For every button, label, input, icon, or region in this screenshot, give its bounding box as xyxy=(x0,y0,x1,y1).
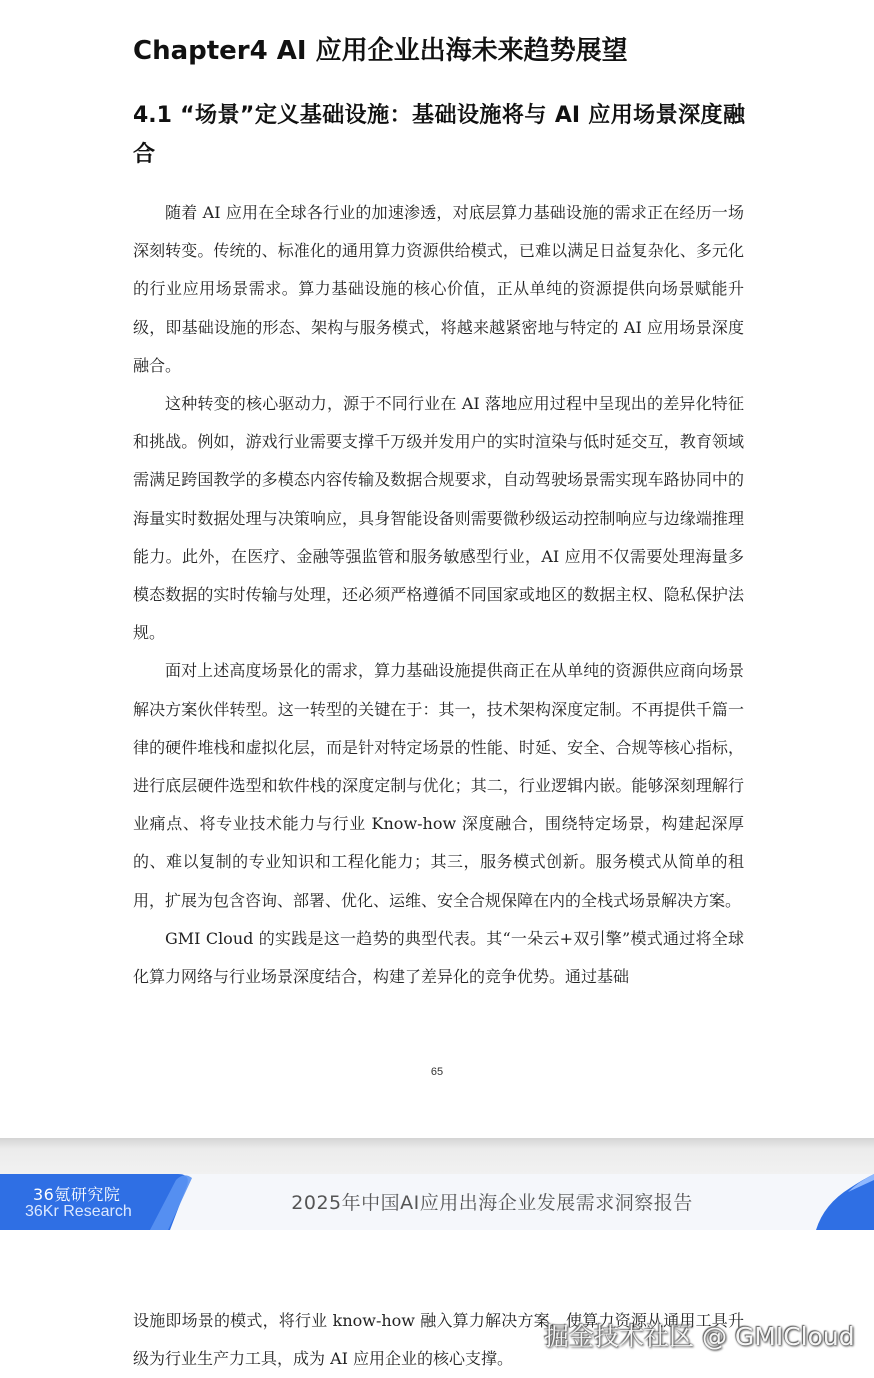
page-separator xyxy=(0,1138,874,1174)
body-text xyxy=(133,194,744,996)
paragraph-2: 这种转变的核心驱动力，源于不同行业在 AI 落地应用过程中呈现出的差异化特征和挑战。例如，游戏行业需要支撑千万级并发用户的实时渲染与低时延交互，教育领域需满足跨国教学的多模态内容传输及数据合规要求，自动驾驶场景需实现车路协同中的海量实时数据处理与决策响应，具身智能设备则需要微秒级运动控制响应与边缘端推理能力。此外，在医疗、金融等强监管和服务敏感型行业，AI 应用不仅需要处理海量多模态数据的实时传输与处理，还必须严格遵循不同国家或地区的数据主权、隐私保护法规。 xyxy=(133,394,744,643)
watermark-text: 掘金技术社区 @ GMICloud xyxy=(544,1322,855,1351)
page-number: 65 xyxy=(430,1066,444,1078)
report-title: 2025年中国AI应用出海企业发展需求洞察报告 xyxy=(291,1192,693,1214)
chapter-title: Chapter4 AI 应用企业出海未来趋势展望 xyxy=(133,36,628,66)
report-header-banner xyxy=(0,1174,874,1230)
paragraph-1: 随着 AI 应用在全球各行业的加速渗透，对底层算力基础设施的需求正在经历一场深刻转变。传统的、标准化的通用算力资源供给模式，已难以满足日益复杂化、多元化的行业应用场景需求。算力基础设施的核心价值，正从单纯的资源提供向场景赋能升级，即基础设施的形态、架构与服务模式，将越来越紧密地与特定的 AI 应用场景深度融合。 xyxy=(133,203,744,375)
paragraph-continued: 设施即场景的模式，将行业 know-how 融入算力解决方案，使算力资源从通用工具升级为行业生产力工具，成为 AI 应用企业的核心支撑。 xyxy=(133,1311,744,1369)
paragraph-4: GMI Cloud 的实践是这一趋势的典型代表。其“一朵云+双引擎”模式通过将全球化算力网络与行业场景深度结合，构建了差异化的竞争优势。通过基础 xyxy=(133,928,744,987)
logo-chinese-text: 36氪研究院 xyxy=(33,1185,121,1204)
paragraph-3: 面对上述高度场景化的需求，算力基础设施提供商正在从单纯的资源供应商向场景解决方案伙伴转型。这一转型的关键在于：其一，技术架构深度定制。不再提供千篇一律的硬件堆栈和虚拟化层，而是针对特定场景的性能、时延、安全、合规等核心指标，进行底层硬件选型和软件栈的深度定制与优化；其二，行业逻辑内嵌。能够深刻理解行业痛点、将专业技术能力与行业 Know-how 深度融合，围绕特定场景，构建起深厚的、难以复制的专业知识和工程化能力；其三，服务模式创新。服务模式从简单的租用，扩展为包含咨询、部署、优化、运维、安全合规保障在内的全栈式场景解决方案。 xyxy=(133,661,744,910)
corner-decoration-shape xyxy=(814,1174,874,1230)
section-title: 4.1 “场景”定义基础设施：基础设施将与 AI 应用场景深度融合 xyxy=(133,103,745,167)
logo-english-text: 36Kr Research xyxy=(25,1203,132,1220)
